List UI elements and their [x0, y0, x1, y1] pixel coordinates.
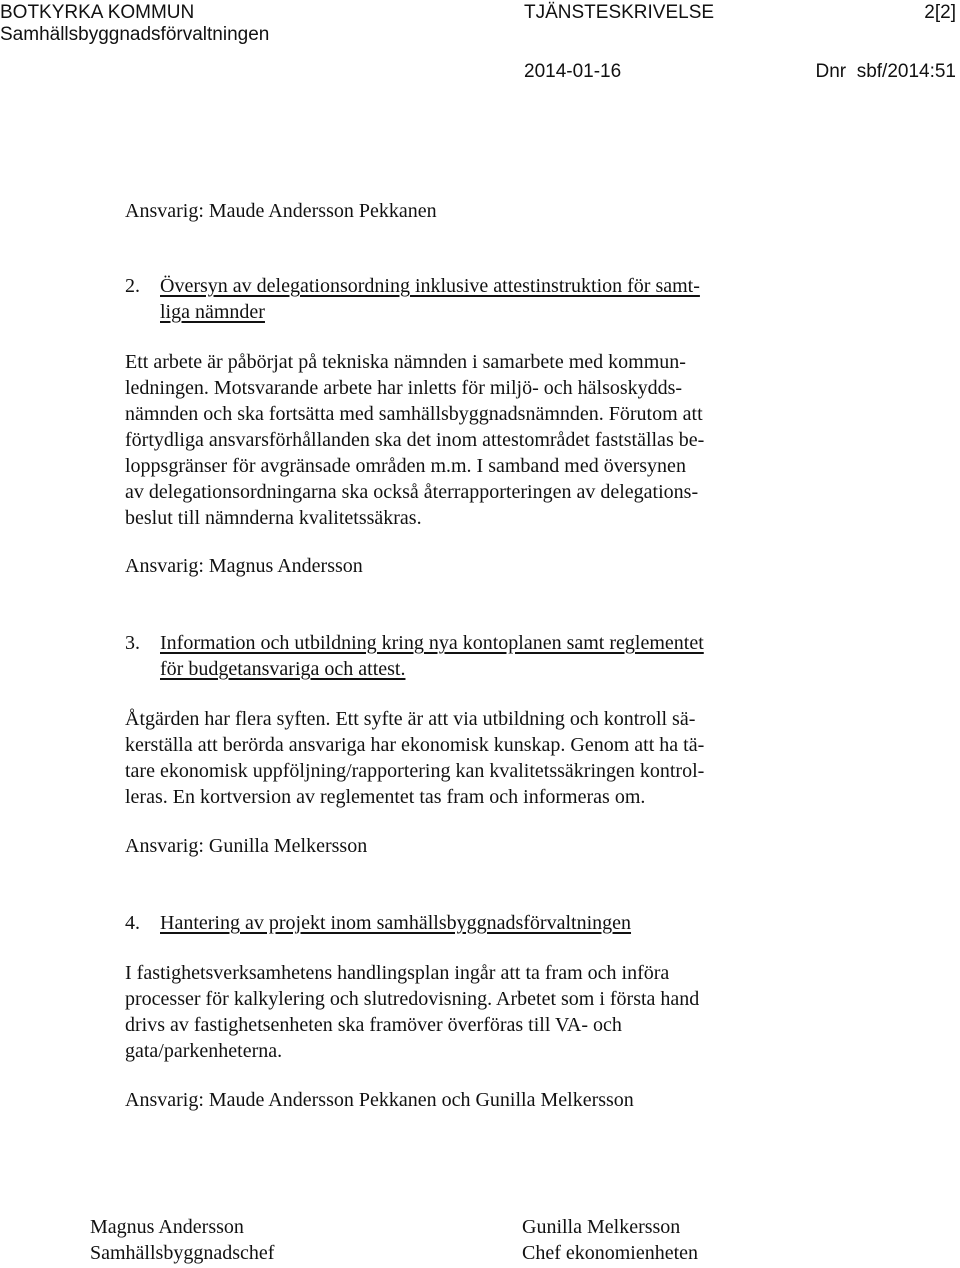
item-2-title-line: Översyn av delegationsordning inklusive attestinstruktion för samt-	[160, 275, 700, 297]
org-name: BOTKYRKA KOMMUN	[0, 2, 195, 23]
paragraph-line: gata/parkenheterna.	[125, 1040, 283, 1062]
item-2-responsible: Ansvarig: Magnus Andersson	[125, 555, 363, 577]
responsible-1: Ansvarig: Maude Andersson Pekkanen	[125, 200, 437, 222]
item-3-title	[160, 630, 820, 682]
document-type: TJÄNSTESKRIVELSE	[524, 2, 715, 23]
paragraph-line: drivs av fastighetsenheten ska framöver överföras till VA- och	[125, 1014, 622, 1036]
paragraph-line: beslut till nämnderna kvalitetssäkras.	[125, 507, 422, 529]
item-3-number: 3.	[125, 632, 140, 654]
paragraph-line: I fastighetsverksamhetens handlingsplan ingår att ta fram och införa	[125, 962, 670, 984]
item-2-title	[160, 273, 820, 325]
paragraph-line: ledningen. Motsvarande arbete har inletts för miljö- och hälsoskydds-	[125, 377, 683, 399]
item-3-paragraph	[125, 706, 815, 810]
document-date: 2014-01-16	[524, 61, 622, 82]
paragraph-line: tare ekonomisk uppföljning/rapportering kan kvalitetssäkringen kontrol-	[125, 760, 705, 782]
item-3-title-line: för budgetansvariga och attest.	[160, 658, 406, 680]
paragraph-line: Åtgärden har flera syften. Ett syfte är att via utbildning och kontroll sä-	[125, 708, 696, 730]
page-number: 2[2]	[924, 2, 956, 23]
signature-name: Magnus Andersson	[90, 1216, 244, 1238]
item-3-responsible: Ansvarig: Gunilla Melkersson	[125, 835, 368, 857]
paragraph-line: loppsgränser för avgränsade områden m.m. I samband med översynen	[125, 455, 686, 477]
paragraph-line: av delegationsordningarna ska också återrapporteringen av delegations-	[125, 481, 699, 503]
paragraph-line: leras. En kortversion av reglementet tas fram och informeras om.	[125, 786, 646, 808]
item-3-title-line: Information och utbildning kring nya kontoplanen samt reglementet	[160, 632, 704, 654]
paragraph-line: nämnden och ska fortsätta med samhällsbyggnadsnämnden. Förutom att	[125, 403, 703, 425]
signature-left	[90, 1214, 274, 1266]
item-4-paragraph	[125, 960, 815, 1064]
item-2-number: 2.	[125, 275, 140, 297]
signature-name: Gunilla Melkersson	[522, 1216, 681, 1238]
paragraph-line: processer för kalkylering och slutredovisning. Arbetet som i första hand	[125, 988, 700, 1010]
item-4-number: 4.	[125, 912, 140, 934]
diary-number: Dnr sbf/2014:51	[815, 61, 956, 82]
item-4-responsible: Ansvarig: Maude Andersson Pekkanen och Gunilla Melkersson	[125, 1089, 634, 1111]
signature-right	[522, 1214, 698, 1266]
department-name: Samhällsbyggnadsförvaltningen	[0, 24, 270, 45]
item-2-title-line: liga nämnder	[160, 301, 265, 323]
item-4-title: Hantering av projekt inom samhällsbyggnadsförvaltningen	[160, 912, 632, 934]
item-2-paragraph	[125, 349, 815, 531]
signature-title: Chef ekonomienheten	[522, 1242, 699, 1264]
paragraph-line: Ett arbete är påbörjat på tekniska nämnden i samarbete med kommun-	[125, 351, 686, 373]
signature-title: Samhällsbyggnadschef	[90, 1242, 275, 1264]
paragraph-line: förtydliga ansvarsförhållanden ska det inom attestområdet fastställas be-	[125, 429, 705, 451]
paragraph-line: kerställa att berörda ansvariga har ekonomisk kunskap. Genom att ha tä-	[125, 734, 705, 756]
